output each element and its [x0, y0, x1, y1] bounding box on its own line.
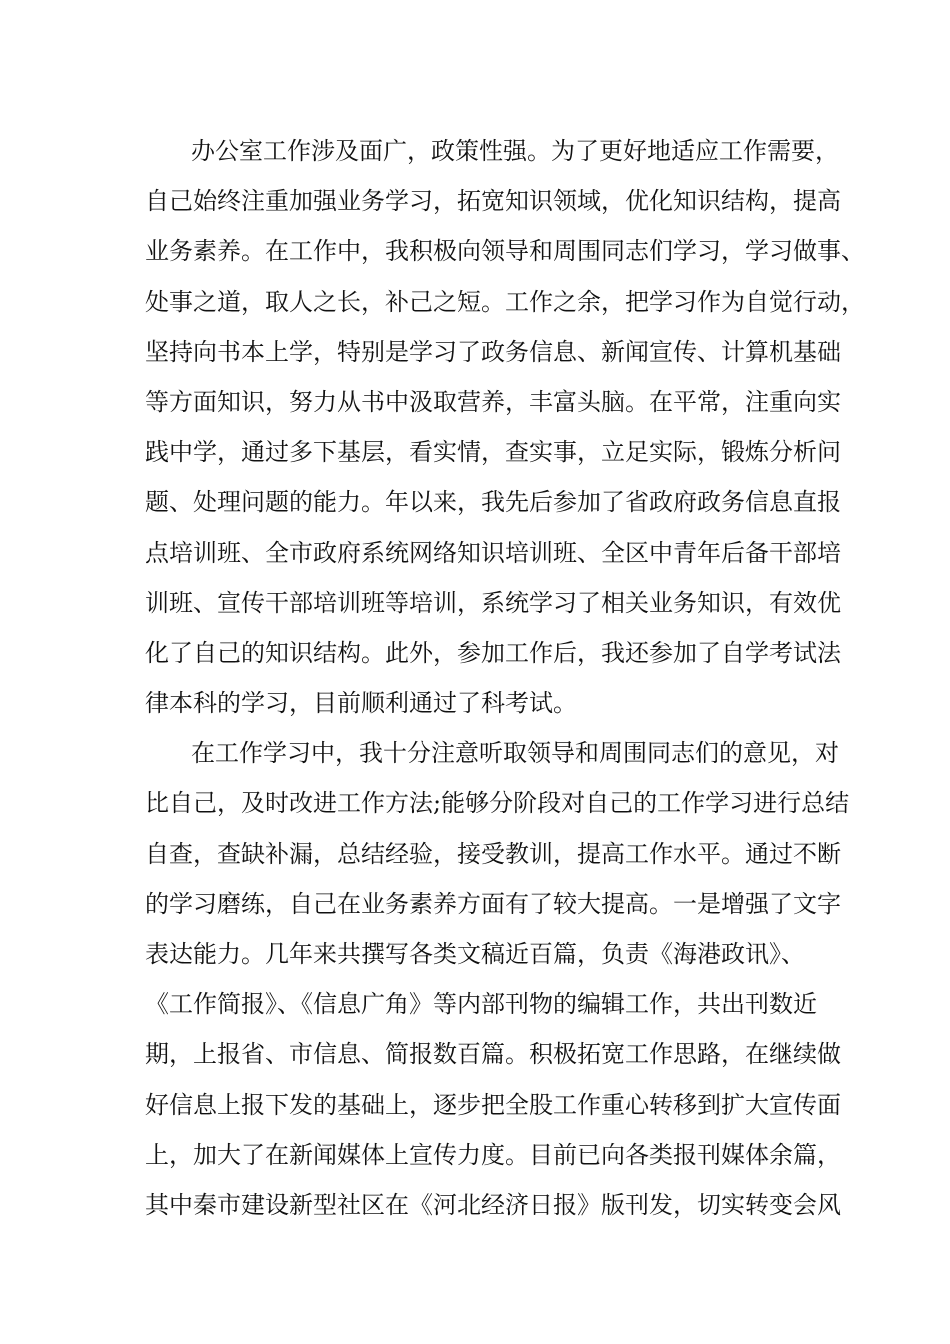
text-line: 在工作学习中，我十分注意听取领导和周围同志们的意见，对: [191, 739, 839, 768]
text-line: 《工作简报》、《信息广角》等内部刊物的编辑工作，共出刊数近: [145, 990, 817, 1019]
text-line: 训班、宣传干部培训班等培训，系统学习了相关业务知识，有效优: [145, 588, 841, 617]
text-line: 表达能力。几年来共撰写各类文稿近百篇，负责《海港政讯》、: [145, 940, 805, 968]
document-body: [145, 126, 865, 1230]
paragraph-1: [145, 126, 865, 728]
text-line: 化了自己的知识结构。此外，参加工作后，我还参加了自学考试法: [145, 638, 841, 667]
text-line: 办公室工作涉及面广，政策性强。为了更好地适应工作需要，: [191, 137, 839, 165]
paragraph-2: [145, 728, 850, 1230]
text-line: 业务素养。在工作中，我积极向领导和周围同志们学习，学习做事、: [145, 237, 865, 266]
text-line: 好信息上报下发的基础上，逐步把全股工作重心转移到扩大宣传面: [145, 1090, 841, 1119]
text-line: 其中秦市建设新型社区在《河北经济日报》版刊发，切实转变会风: [145, 1190, 841, 1219]
text-line: 题、处理问题的能力。年以来，我先后参加了省政府政务信息直报: [145, 488, 841, 517]
text-line: 处事之道，取人之长，补己之短。工作之余，把学习作为自觉行动，: [145, 287, 865, 316]
text-line: 自己始终注重加强业务学习，拓宽知识领域，优化知识结构，提高: [145, 187, 841, 216]
text-line: 比自己，及时改进工作方法;能够分阶段对自己的工作学习进行总结: [145, 789, 850, 818]
text-line: 自查，查缺补漏，总结经验，接受教训，提高工作水平。通过不断: [145, 839, 841, 868]
text-line: 坚持向书本上学，特别是学习了政务信息、新闻宣传、计算机基础: [145, 337, 841, 366]
text-line: 践中学，通过多下基层，看实情，查实事，立足实际，锻炼分析问: [145, 438, 841, 467]
text-line: 期，上报省、市信息、简报数百篇。积极拓宽工作思路，在继续做: [145, 1040, 841, 1069]
text-line: 律本科的学习，目前顺利通过了科考试。: [145, 689, 577, 718]
text-line: 点培训班、全市政府系统网络知识培训班、全区中青年后备干部培: [145, 538, 841, 567]
text-line: 等方面知识，努力从书中汲取营养，丰富头脑。在平常，注重向实: [145, 387, 841, 416]
text-line: 的学习磨练，自己在业务素养方面有了较大提高。一是增强了文字: [145, 889, 841, 918]
text-line: 上，加大了在新闻媒体上宣传力度。目前已向各类报刊媒体余篇，: [145, 1140, 841, 1169]
